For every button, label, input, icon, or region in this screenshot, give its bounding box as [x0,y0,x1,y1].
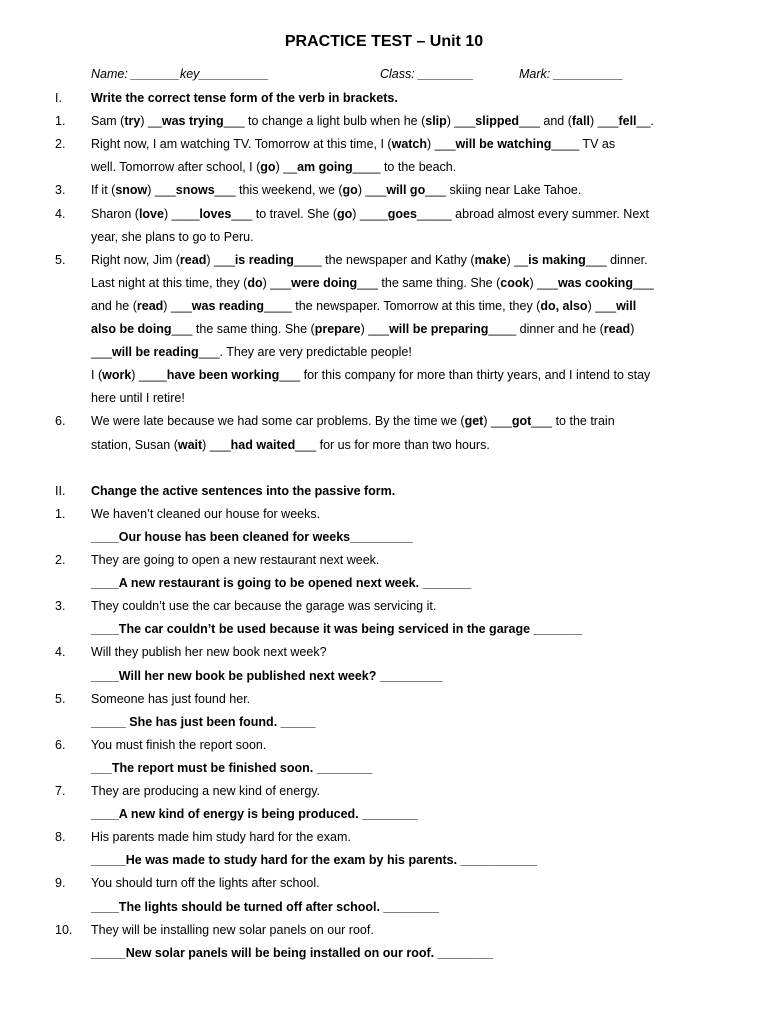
name-field: Name: _______key__________ [91,67,269,81]
answer-line: ____The lights should be turned off after school. ________ [91,899,440,914]
question-number: 10. [55,922,73,937]
question-text: ) ___ [147,183,176,198]
question-number: 5. [55,252,66,267]
question-number: 6. [55,737,66,752]
answer-text: read [136,298,164,313]
question-number: 3. [55,599,66,614]
answer-text: will be preparing [389,322,489,336]
question-text: ___ for this company for more than thirty years, and I intend to stay [279,368,651,383]
question-text: ) __ [140,114,162,129]
question-number: 4. [55,645,66,660]
answer-text: fall [571,114,590,129]
answer-text: was trying [161,114,224,129]
question-line [91,206,649,222]
question-line: They couldn’t use the car because the garage was servicing it. [91,599,437,614]
question-text: ___ dinner. [585,252,648,267]
question-line: They are going to open a new restaurant next week. [91,553,380,567]
answer-text: snows [175,183,215,198]
question-number: 1. [55,506,66,521]
question-line [91,437,490,453]
question-text: Right now, Jim ( [91,252,180,267]
answer-text: prepare [314,322,361,336]
section-heading: Write the correct tense form of the verb in brackets. [91,91,398,105]
question-line [91,344,412,360]
question-text: __. [636,114,654,129]
question-text: ) ___ [262,275,292,290]
question-line [91,390,185,406]
answer-text: is making [528,252,586,267]
question-text: ____ the newspaper. Tomorrow at this time, they ( [264,298,541,313]
answer-text: was cooking [557,275,633,290]
header-row [0,67,768,85]
question-line: You must finish the report soon. [91,737,267,752]
question-text: ) ___ [483,414,512,429]
question-text: ) ___ [446,114,476,129]
question-text: ) ___ [529,275,558,290]
question-text: year, she plans to go to Peru. [91,229,254,244]
question-text: ___ for us for more than two hours. [295,437,490,452]
answer-text: will [616,298,637,313]
question-text: ) ___ [163,298,192,313]
section-numeral: I. [55,91,62,105]
question-line: Will they publish her new book next week? [91,645,327,660]
answer-text: wait [177,437,203,452]
answer-line: _____ She has just been found. _____ [91,714,316,729]
question-text: I ( [91,368,103,383]
answer-text: have been working [166,368,280,383]
question-text: here until I retire! [91,391,185,406]
question-text: ____ TV as [551,137,616,152]
question-text: ___ to change a light bulb when he ( [223,114,426,129]
question-number: 2. [55,137,66,152]
answer-line: ____The car couldn’t be used because it was being serviced in the garage _______ [91,622,583,637]
question-text: ) [630,322,635,336]
question-text: station, Susan ( [91,437,178,452]
answer-text: watch [391,137,428,152]
question-text: ) ____ [163,206,200,221]
answer-text: slip [425,114,447,129]
question-text: ___ [632,275,654,290]
answer-text: will be reading [111,345,199,360]
question-line [91,136,615,152]
question-text: ) ___ [206,252,235,267]
question-number: 2. [55,553,66,567]
answer-text: also be doing [91,322,172,336]
question-number: 9. [55,876,66,891]
question-line [91,413,615,429]
question-text: ___ and ( [519,114,572,129]
question-line: You should turn off the lights after school. [91,876,320,891]
answer-text: got [511,414,532,429]
question-line: We haven’t cleaned our house for weeks. [91,506,321,521]
answer-text: loves [199,206,232,221]
question-line: They are producing a new kind of energy. [91,784,321,798]
answer-text: will go [386,183,426,198]
answer-line: ____Will her new book be published next week? _________ [91,668,443,683]
answer-text: am going [297,160,353,175]
answer-text: snow [115,183,148,198]
question-text: ____ the newspaper and Kathy ( [293,252,475,267]
question-text: ) ___ [357,183,387,198]
question-text: ___ to travel. She ( [231,206,338,221]
answer-line: _____He was made to study hard for the exam by his parents. ___________ [91,853,538,868]
question-text: ) ___ [589,114,619,129]
answer-line: ___The report must be finished soon. ________ [91,760,373,775]
question-text: well. Tomorrow after school, I ( [91,160,261,175]
question-line [91,298,636,314]
question-text: ) __ [506,252,529,267]
question-text: and he ( [91,298,137,313]
answer-text: make [474,252,507,267]
answer-line: ____A new restaurant is going to be opened next week. _______ [91,576,472,591]
question-text: ____ dinner and he ( [488,322,604,336]
answer-text: will be watching [455,137,552,152]
question-text: _____ abroad almost every summer. Next [416,206,649,221]
question-line [91,229,254,245]
question-line: They will be installing new solar panels on our roof. [91,922,374,937]
question-text: ____ to the beach. [352,160,457,175]
question-text: ) ___ [360,322,390,336]
question-text: If it ( [91,183,116,198]
question-text: ___ the same thing. She ( [171,322,315,336]
question-line [91,252,648,268]
question-line [91,182,581,198]
answer-text: cook [500,275,530,290]
answer-text: was reading [191,298,265,313]
answer-text: fell [618,114,637,129]
question-text: ) ___ [587,298,617,313]
answer-text: slipped [475,114,520,129]
answer-text: do, also [540,298,588,313]
question-line [91,159,456,175]
question-line: His parents made him study hard for the exam. [91,830,351,845]
question-number: 1. [55,114,66,129]
question-text: Sharon ( [91,206,139,221]
question-text: ___ this weekend, we ( [214,183,343,198]
question-text: ___. They are very predictable people! [198,345,412,360]
question-text: ___ to the train [531,414,615,429]
answer-text: goes [387,206,417,221]
answer-text: love [138,206,164,221]
answer-text: do [247,275,263,290]
question-line [91,321,634,337]
question-text: Last night at this time, they ( [91,275,248,290]
answer-text: had waited [230,437,296,452]
answer-text: try [124,114,141,129]
question-text: ) ___ [202,437,231,452]
question-line: Someone has just found her. [91,691,251,706]
question-line [91,367,650,383]
answer-line: ____A new kind of energy is being produced. ________ [91,807,418,822]
question-number: 6. [55,414,66,429]
question-line [91,113,654,129]
question-text: ) ____ [131,368,167,383]
answer-text: work [102,368,132,383]
class-field: Class: ________ [380,67,474,81]
question-text: ___ skiing near Lake Tahoe. [425,183,582,198]
answer-line: _____New solar panels will be being installed on our roof. ________ [91,945,494,960]
answer-text: go [260,160,276,175]
section-heading: Change the active sentences into the passive form. [91,483,396,498]
answer-text: get [464,414,484,429]
question-line [91,275,654,291]
question-number: 4. [55,206,66,221]
question-number: 7. [55,784,66,798]
question-text: We were late because we had some car problems. By the time we ( [91,414,465,429]
question-text: Right now, I am watching TV. Tomorrow at this time, I ( [91,137,392,152]
answer-text: go [337,206,353,221]
answer-text: read [179,252,207,267]
mark-field: Mark: __________ [519,67,624,81]
page-title: PRACTICE TEST – Unit 10 [284,33,484,50]
question-text: ) __ [275,160,298,175]
answer-text: is reading [234,252,294,267]
answer-line: ____Our house has been cleaned for weeks_________ [91,529,413,544]
question-number: 8. [55,830,66,845]
question-text: ) ___ [427,137,456,152]
question-text: ) ____ [352,206,388,221]
section-numeral: II. [55,483,66,498]
question-number: 3. [55,183,66,198]
question-text: ___ [91,345,112,360]
question-number: 5. [55,691,66,706]
answer-text: were doing [291,275,358,290]
question-text: Sam ( [91,114,125,129]
answer-text: go [342,183,358,198]
answer-text: read [603,322,631,336]
question-text: ___ the same thing. She ( [357,275,501,290]
